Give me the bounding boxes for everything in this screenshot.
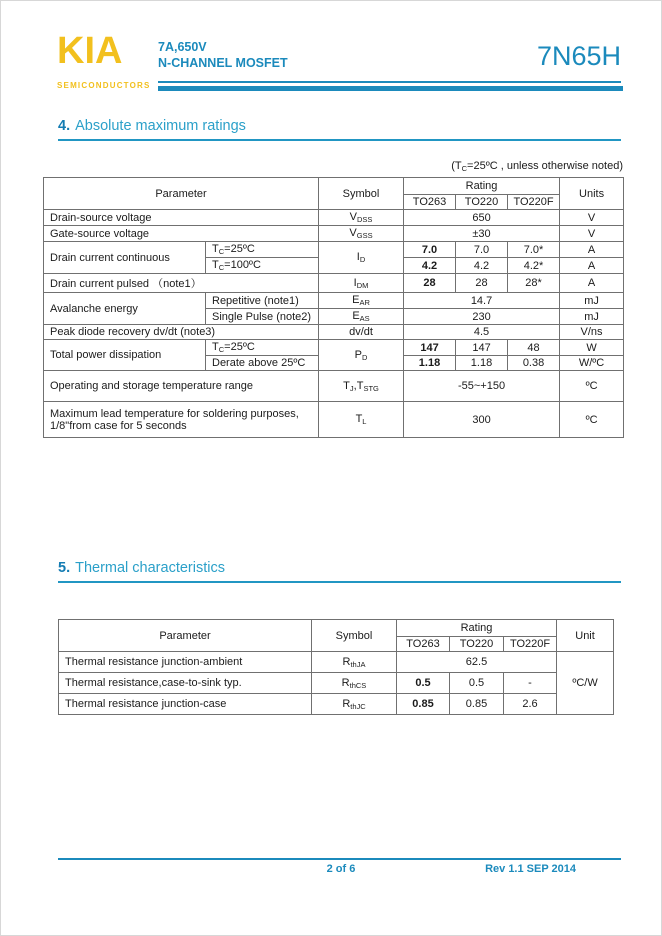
symbol-tl: $T_L$ [319, 402, 404, 438]
unit-tstg: ºC [560, 371, 624, 402]
pkg-header-to220: TO220 [450, 637, 504, 652]
col-header-unit: Unit [557, 620, 614, 652]
note-sub: C [461, 164, 468, 173]
pkg-header-to220f: TO220F [508, 195, 560, 210]
unit-pd: W [560, 340, 624, 356]
unit-tl: ºC [560, 402, 624, 438]
value-idm-to220f: 28* [508, 274, 560, 293]
cond-pd-derate: Derate above 25ºC [206, 356, 319, 371]
param-vdss: Drain-source voltage [44, 210, 319, 226]
pkg-header-to263: TO263 [397, 637, 450, 652]
note-pre: (T [451, 160, 462, 172]
table-row [44, 210, 624, 226]
value-derate-to220f: 0.38 [508, 356, 560, 371]
unit-eas: mJ [560, 309, 624, 325]
thermal-characteristics-table [58, 619, 614, 715]
value-vgss: ±30 [404, 226, 560, 242]
value-tl: 300 [404, 402, 560, 438]
unit-vgss: V [560, 226, 624, 242]
symbol-rthja: $R_{thJA}$ [312, 652, 397, 673]
product-type-line: N-CHANNEL MOSFET [158, 56, 288, 70]
header-rule-thin [158, 81, 621, 83]
symbol-rthjc: $R_{thJC}$ [312, 694, 397, 715]
unit-id-100c: A [560, 258, 624, 274]
cond-pd-25c: $T_C=25ºC$ [206, 340, 319, 356]
value-id-100c-to263: 4.2 [404, 258, 456, 274]
section-5-heading [58, 560, 621, 583]
unit-idm: A [560, 274, 624, 293]
section-5-number: 5. [58, 560, 71, 576]
value-id-100c-to220: 4.2 [456, 258, 508, 274]
section-4-title: Absolute maximum ratings [75, 118, 246, 134]
value-pd-to220: 147 [456, 340, 508, 356]
value-tstg: -55~+150 [404, 371, 560, 402]
col-header-rating: Rating [404, 178, 560, 195]
table-row [44, 226, 624, 242]
unit-thermal: ºC/W [557, 652, 614, 715]
value-id-25c-to263: 7.0 [404, 242, 456, 258]
value-id-25c-to220: 7.0 [456, 242, 508, 258]
value-rthjc-to220: 0.85 [450, 694, 504, 715]
symbol-eas: $E_{AS}$ [319, 309, 404, 325]
symbol-dvdt: dv/dt [319, 325, 404, 340]
symbol-rthcs: $R_{thCS}$ [312, 673, 397, 694]
footer-rule [58, 858, 621, 860]
table-row [44, 274, 624, 293]
value-rthjc-to263: 0.85 [397, 694, 450, 715]
product-rating-line: 7A,650V [158, 40, 207, 54]
value-derate-to220: 1.18 [456, 356, 508, 371]
param-pd: Total power dissipation [44, 340, 206, 371]
table-row [44, 371, 624, 402]
col-header-symbol: Symbol [312, 620, 397, 652]
param-tl: Maximum lead temperature for soldering purposes, 1/8"from case for 5 seconds [44, 402, 319, 438]
col-header-parameter: Parameter [44, 178, 319, 210]
section-4-heading [58, 118, 621, 141]
pkg-header-to220: TO220 [456, 195, 508, 210]
pkg-header-to220f: TO220F [504, 637, 557, 652]
table-row [59, 652, 614, 673]
value-dvdt: 4.5 [404, 325, 560, 340]
cond-id-100c: $T_C=100ºC$ [206, 258, 319, 274]
unit-ear: mJ [560, 293, 624, 309]
symbol-vgss: $V_{GSS}$ [319, 226, 404, 242]
col-header-parameter: Parameter [59, 620, 312, 652]
cond-avalanche-single: Single Pulse (note2) [206, 309, 319, 325]
cond-avalanche-repetitive: Repetitive (note1) [206, 293, 319, 309]
value-pd-to220f: 48 [508, 340, 560, 356]
note-post: =25ºC , unless otherwise noted) [467, 160, 623, 172]
param-rthja: Thermal resistance junction-ambient [59, 652, 312, 673]
table-row [44, 293, 624, 309]
section-4-number: 4. [58, 118, 71, 134]
value-pd-to263: 147 [404, 340, 456, 356]
symbol-tstg: $T_J,T_{STG}$ [319, 371, 404, 402]
symbol-pd: $P_D$ [319, 340, 404, 371]
value-rthcs-to263: 0.5 [397, 673, 450, 694]
product-summary [158, 39, 288, 71]
section-5-title: Thermal characteristics [75, 560, 225, 576]
cond-id-25c: $T_C=25ºC$ [206, 242, 319, 258]
table-row [59, 694, 614, 715]
param-tstg: Operating and storage temperature range [44, 371, 319, 402]
unit-derate: W/ºC [560, 356, 624, 371]
value-eas: 230 [404, 309, 560, 325]
table-row [44, 340, 624, 356]
param-dvdt: Peak diode recovery dv/dt (note3) [44, 325, 319, 340]
value-id-25c-to220f: 7.0* [508, 242, 560, 258]
param-id: Drain current continuous [44, 242, 206, 274]
value-rthja: 62.5 [397, 652, 557, 673]
value-id-100c-to220f: 4.2* [508, 258, 560, 274]
symbol-id: $I_D$ [319, 242, 404, 274]
unit-dvdt: V/ns [560, 325, 624, 340]
value-rthcs-to220: 0.5 [450, 673, 504, 694]
test-condition-note [43, 160, 623, 173]
value-idm-to263: 28 [404, 274, 456, 293]
table-row [44, 325, 624, 340]
revision-label: Rev 1.1 SEP 2014 [485, 863, 576, 875]
unit-vdss: V [560, 210, 624, 226]
pkg-header-to263: TO263 [404, 195, 456, 210]
value-idm-to220: 28 [456, 274, 508, 293]
symbol-idm: $I_{DM}$ [319, 274, 404, 293]
value-ear: 14.7 [404, 293, 560, 309]
param-rthcs: Thermal resistance,case-to-sink typ. [59, 673, 312, 694]
unit-id-25c: A [560, 242, 624, 258]
param-idm: Drain current pulsed （note1） [44, 274, 319, 293]
col-header-units: Units [560, 178, 624, 210]
table-row [44, 242, 624, 258]
value-rthjc-to220f: 2.6 [504, 694, 557, 715]
col-header-rating: Rating [397, 620, 557, 637]
header-rule-thick [158, 86, 623, 91]
param-rthjc: Thermal resistance junction-case [59, 694, 312, 715]
param-vgss: Gate-source voltage [44, 226, 319, 242]
symbol-vdss: $V_{DSS}$ [319, 210, 404, 226]
col-header-symbol: Symbol [319, 178, 404, 210]
value-vdss: 650 [404, 210, 560, 226]
logo-subtext: SEMICONDUCTORS [57, 81, 151, 90]
value-derate-to263: 1.18 [404, 356, 456, 371]
page-number: 2 of 6 [326, 863, 356, 875]
part-number: 7N65H [536, 41, 621, 71]
value-rthcs-to220f: - [504, 673, 557, 694]
table-row [59, 673, 614, 694]
kia-logo: KIA [57, 30, 123, 72]
table-row [44, 402, 624, 438]
absolute-maximum-ratings-table [43, 177, 624, 438]
symbol-ear: $E_{AR}$ [319, 293, 404, 309]
param-avalanche: Avalanche energy [44, 293, 206, 325]
